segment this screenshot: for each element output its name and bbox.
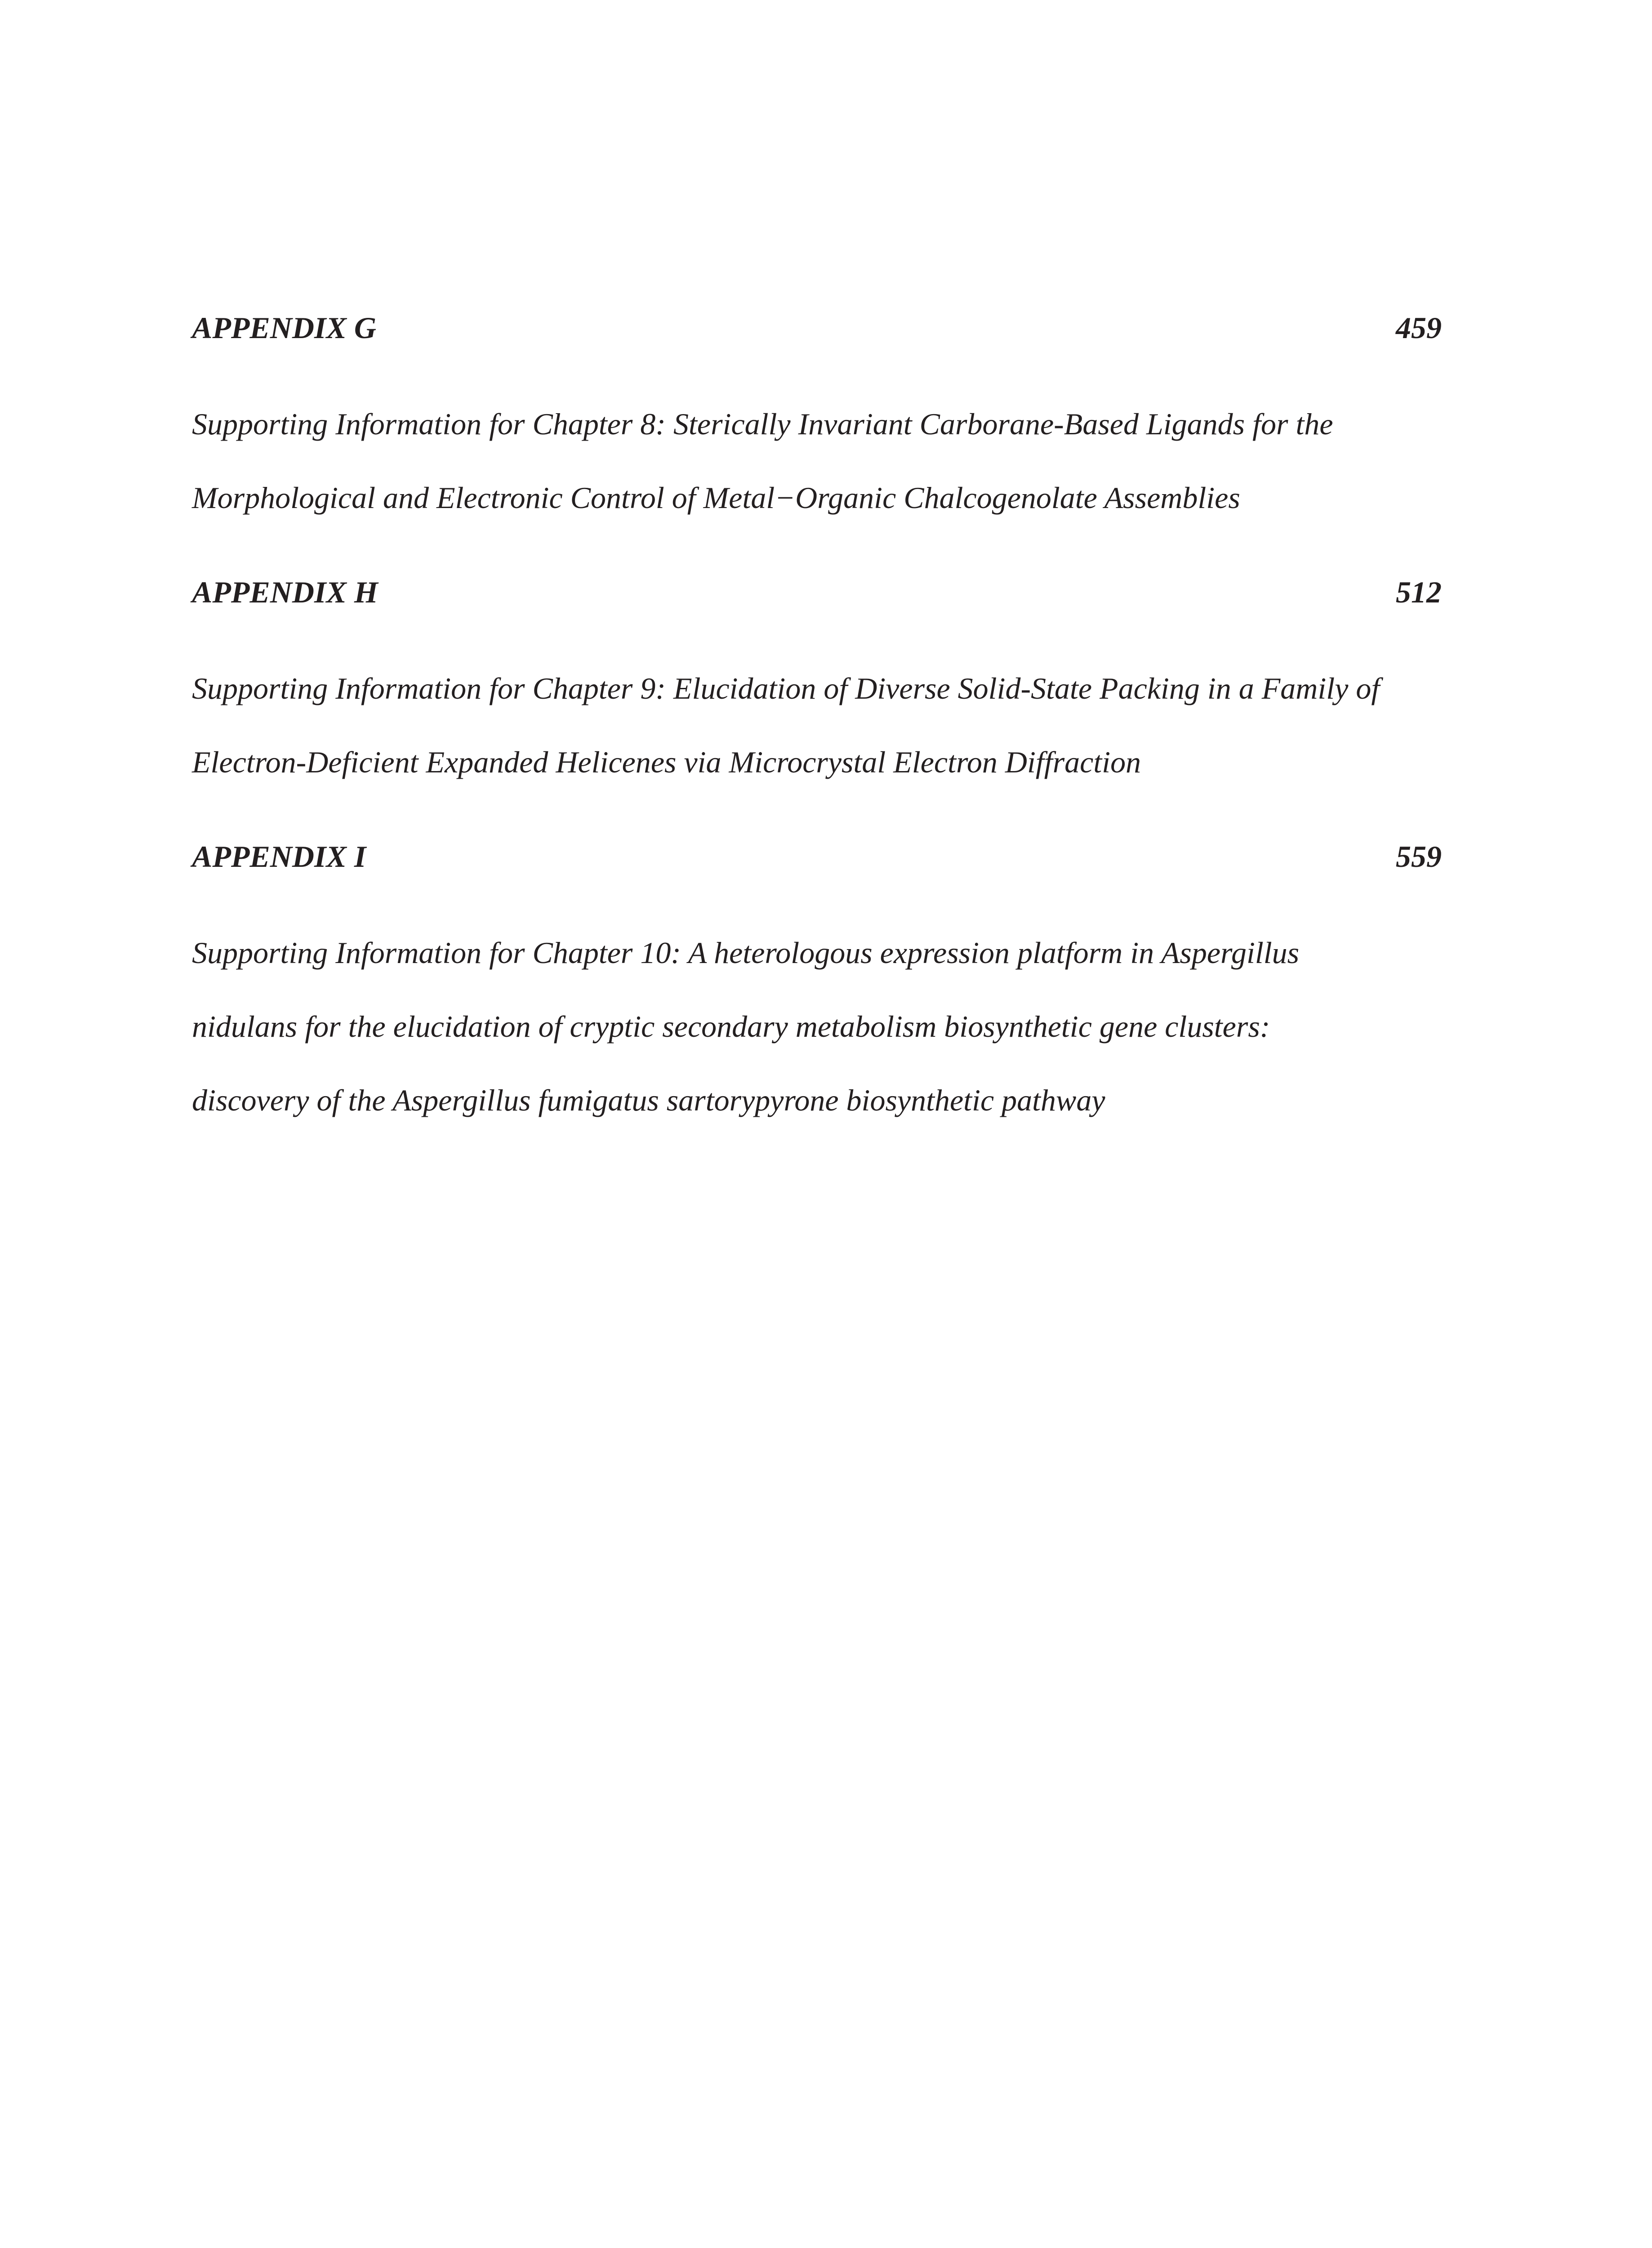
toc-entry-page-number: 559 <box>1396 839 1442 874</box>
toc-entry-title: APPENDIX H <box>192 575 378 609</box>
toc-entry-title: APPENDIX I <box>192 839 366 874</box>
toc-heading-row[interactable] <box>192 303 1442 352</box>
toc-entry-description-line: Supporting Information for Chapter 8: Sterically Invariant Carborane-Based Ligands for the <box>192 407 1333 441</box>
toc-heading-row[interactable] <box>192 832 1442 881</box>
toc-entry-title: APPENDIX G <box>192 311 376 345</box>
toc-entry-description-line: Supporting Information for Chapter 9: Elucidation of Diverse Solid-State Packing in a Family of <box>192 671 1380 705</box>
toc-heading-row[interactable] <box>192 567 1442 617</box>
toc-entry-page-number: 459 <box>1396 311 1442 345</box>
toc-entry-description-line: nidulans for the elucidation of cryptic secondary metabolism biosynthetic gene clusters: <box>192 1009 1270 1044</box>
toc-entry-description-line: Morphological and Electronic Control of Metal−Organic Chalcogenolate Assemblies <box>192 481 1240 515</box>
toc-entry-description-line: discovery of the Aspergillus fumigatus sartorypyrone biosynthetic pathway <box>192 1083 1105 1117</box>
toc-entry-page-number: 512 <box>1396 575 1442 609</box>
toc-entry-description-line: Electron-Deficient Expanded Helicenes via Microcrystal Electron Diffraction <box>192 745 1141 779</box>
toc-entry-description-line: Supporting Information for Chapter 10: A heterologous expression platform in Aspergillus <box>192 936 1300 970</box>
